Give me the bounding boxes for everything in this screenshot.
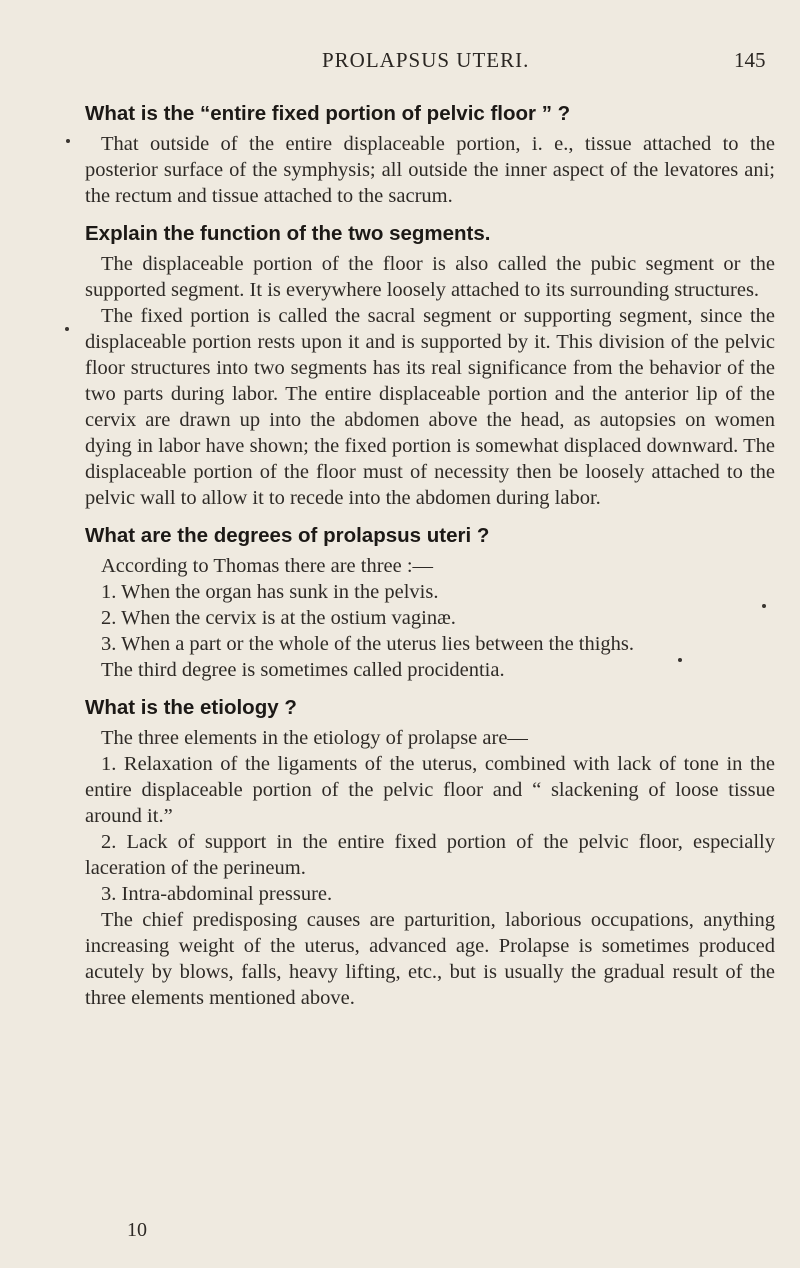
qa-section-two-segments	[85, 220, 775, 511]
list-item: 1. When the organ has sunk in the pelvis.	[101, 581, 439, 603]
list-item: 3. Intra-abdominal pressure.	[101, 883, 333, 905]
signature-mark: 10	[127, 1219, 147, 1241]
answer-paragraph: According to Thomas there are three :—	[101, 555, 434, 577]
page-number: 145	[734, 48, 766, 72]
question-heading: What is the “entire fixed portion of pelvic floor ” ?	[85, 102, 571, 125]
answer-paragraph: The displaceable portion of the floor is also called the pubic segment or the supported segment. It is everywhere loosely attached to its surrounding structures.	[85, 253, 775, 301]
question-heading: Explain the function of the two segments.	[85, 222, 491, 245]
qa-section-etiology	[85, 694, 775, 1011]
list-item: 3. When a part or the whole of the uterus lies between the thighs.	[101, 633, 635, 655]
answer-paragraph: The fixed portion is called the sacral segment or supporting segment, since the displaceable portion rests upon it and is supported by it. This division of the pelvic floor structures into two segments has its real significance from the behavior of the two parts during labor. The entire displaceable portion and the anterior lip of the cervix are drawn up into the abdomen above the head, as autopsies on women dying in labor have shown; the fixed portion is somewhat displaced downward. The displaceable portion of the floor must of necessity then be loosely attached to the pelvic wall to allow it to recede into the abdomen during labor.	[85, 305, 775, 509]
running-head-title: PROLAPSUS UTERI.	[322, 48, 530, 72]
qa-section-fixed-portion	[85, 100, 775, 209]
margin-speck	[762, 604, 766, 608]
answer-paragraph: The third degree is sometimes called procidentia.	[101, 659, 505, 681]
margin-speck	[66, 139, 70, 143]
question-heading: What is the etiology ?	[85, 696, 297, 719]
answer-paragraph: That outside of the entire displaceable portion, i. e., tissue attached to the posterior surface of the symphysis; all outside the inner aspect of the levatores ani; the rectum and tissue attached to the sacrum.	[85, 133, 775, 207]
margin-speck	[678, 658, 682, 662]
margin-speck	[65, 327, 69, 331]
running-head	[0, 48, 800, 78]
list-item: 2. Lack of support in the entire fixed portion of the pelvic floor, especially laceration of the perineum.	[85, 831, 775, 879]
answer-paragraph: The chief predisposing causes are parturition, laborious occupations, anything increasing weight of the uterus, advanced age. Prolapse is sometimes produced acutely by blows, falls, heavy lifting, etc., but is usually the gradual result of the three elements mentioned above.	[85, 909, 775, 1009]
qa-section-degrees	[85, 522, 775, 683]
list-item: 2. When the cervix is at the ostium vaginæ.	[101, 607, 456, 629]
question-heading: What are the degrees of prolapsus uteri ?	[85, 524, 490, 547]
page-body	[85, 100, 775, 1011]
list-item: 1. Relaxation of the ligaments of the uterus, combined with lack of tone in the entire displaceable portion of the pelvic floor and “ slackening of loose tissue around it.”	[85, 753, 775, 827]
answer-paragraph: The three elements in the etiology of prolapse are—	[101, 727, 528, 749]
